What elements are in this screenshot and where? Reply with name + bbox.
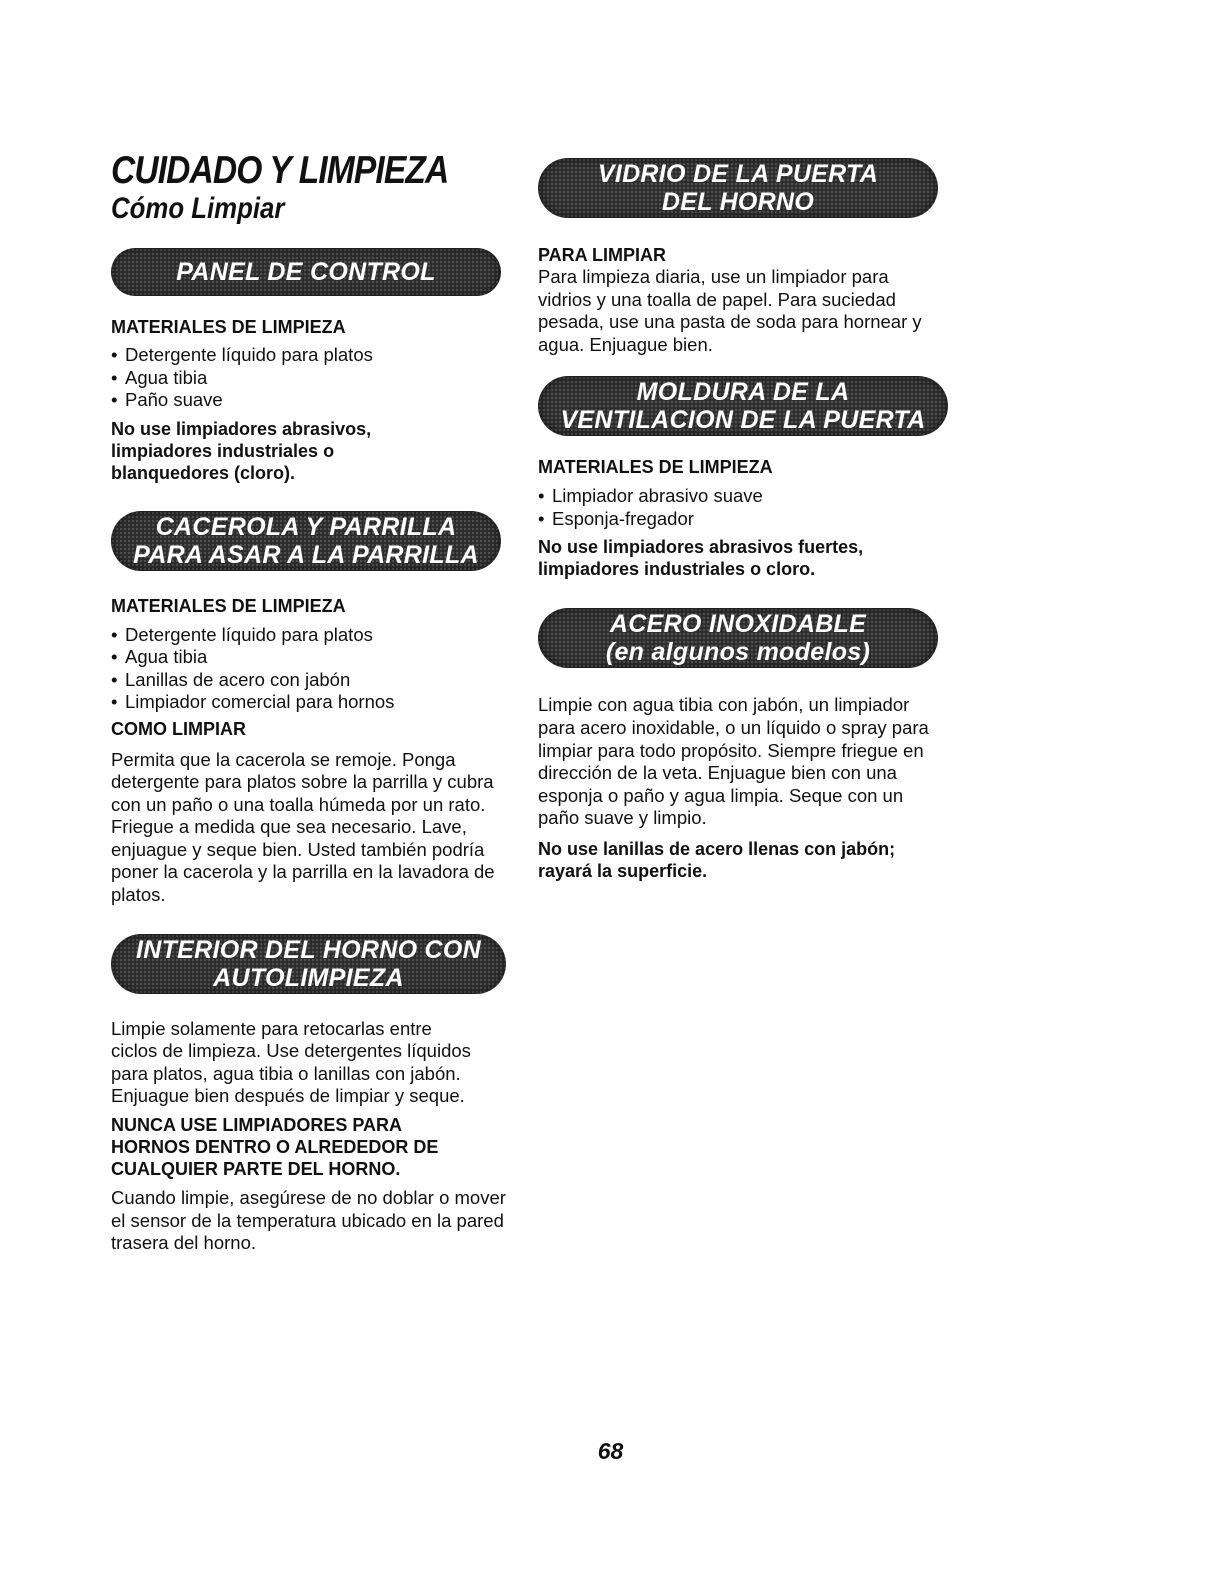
vent-trim-warning: No use limpiadores abrasivos fuertes, limpiadores industriales o cloro.: [538, 537, 864, 580]
broiler-banner-line1: CACEROLA Y PARRILLA: [155, 512, 457, 541]
list-item: • Detergente líquido para platos: [111, 344, 511, 367]
broiler-materials-list: [111, 624, 511, 714]
vent-trim-banner: [538, 376, 948, 436]
door-glass-banner-line1: VIDRIO DE LA PUERTA: [597, 160, 879, 188]
stainless-banner-line2: (en algunos modelos): [605, 638, 871, 667]
vent-trim-materials-list: [538, 485, 948, 530]
vent-trim-materials-heading: MATERIALES DE LIMPIEZA: [538, 457, 773, 478]
vent-trim-banner-line1: MOLDURA DE LA: [636, 378, 850, 407]
oven-interior-warning: NUNCA USE LIMPIADORES PARA HORNOS DENTRO O ALREDEDOR DE CUALQUIER PARTE DEL HORNO.: [111, 1115, 439, 1180]
list-item: • Limpiador abrasivo suave: [538, 485, 948, 508]
left-column: [111, 150, 511, 1255]
oven-interior-note: Cuando limpie, asegúrese de no doblar o mover el sensor de la temperatura ubicado en la pared trasera del horno.: [111, 1187, 506, 1254]
door-glass-heading: PARA LIMPIAR: [538, 245, 666, 265]
door-glass-banner: [538, 158, 938, 218]
broiler-how-text: Permita que la cacerola se remoje. Ponga detergente para platos sobre la parrilla y cubra con un paño o una toalla húmeda por un rato. Friegue a medida que sea necesario. Lave, enjuague y seque bien. Usted también podría poner la cacerola y la parrilla en la lavadora de platos.: [111, 748, 495, 906]
oven-interior-banner-line1: INTERIOR DEL HORNO CON: [135, 935, 482, 964]
oven-interior-banner: [111, 934, 506, 994]
right-column: [538, 158, 948, 882]
broiler-banner-line2: PARA ASAR A LA PARRILLA: [133, 540, 479, 569]
oven-interior-banner-line2: AUTOLIMPIEZA: [213, 963, 404, 992]
page-title: CUIDADO Y LIMPIEZA: [111, 149, 449, 192]
page-subtitle: Cómo Limpiar: [111, 192, 285, 225]
stainless-banner-line1: ACERO INOXIDABLE: [609, 610, 867, 639]
control-panel-materials-list: [111, 344, 511, 412]
vent-trim-banner-line2: VENTILACION DE LA PUERTA: [560, 406, 926, 435]
list-item: • Esponja-fregador: [538, 508, 948, 531]
stainless-banner: [538, 608, 938, 668]
door-glass-banner-line2: DEL HORNO: [661, 188, 815, 216]
list-item: • Agua tibia: [111, 367, 511, 390]
list-item: • Detergente líquido para platos: [111, 624, 511, 647]
page-number: 68: [597, 1438, 624, 1464]
control-panel-banner-text: PANEL DE CONTROL: [176, 258, 436, 286]
list-item: • Paño suave: [111, 389, 511, 412]
control-panel-banner: [111, 248, 501, 296]
stainless-warning: No use lanillas de acero llenas con jabón; rayará la superficie.: [538, 838, 896, 881]
door-glass-text: Para limpieza diaria, use un limpiador para vidrios y una toalla de papel. Para suciedad pesada, use una pasta de soda para hornear y agua. Enjuague bien.: [538, 266, 922, 355]
stainless-text: Limpie con agua tibia con jabón, un limpiador para acero inoxidable, o un líquido o spray para limpiar para todo propósito. Siempre friegue en dirección de la veta. Enjuague bien con una esponja o paño y agua limpia. Seque con un paño suave y limpio.: [538, 694, 929, 829]
oven-interior-text: Limpie solamente para retocarlas entre ciclos de limpieza. Use detergentes líquidos para platos, agua tibia o lanillas con jabón. Enjuague bien después de limpiar y seque.: [111, 1017, 471, 1107]
broiler-how-heading: COMO LIMPIAR: [111, 718, 246, 739]
broiler-materials-heading: MATERIALES DE LIMPIEZA: [111, 595, 346, 616]
list-item: • Lanillas de acero con jabón: [111, 669, 511, 692]
broiler-banner: [111, 511, 501, 571]
control-panel-materials-heading: MATERIALES DE LIMPIEZA: [111, 317, 346, 337]
list-item: • Agua tibia: [111, 646, 511, 669]
list-item: • Limpiador comercial para hornos: [111, 691, 511, 714]
control-panel-warning: No use limpiadores abrasivos, limpiadores industriales o blanquedores (cloro).: [111, 418, 372, 483]
